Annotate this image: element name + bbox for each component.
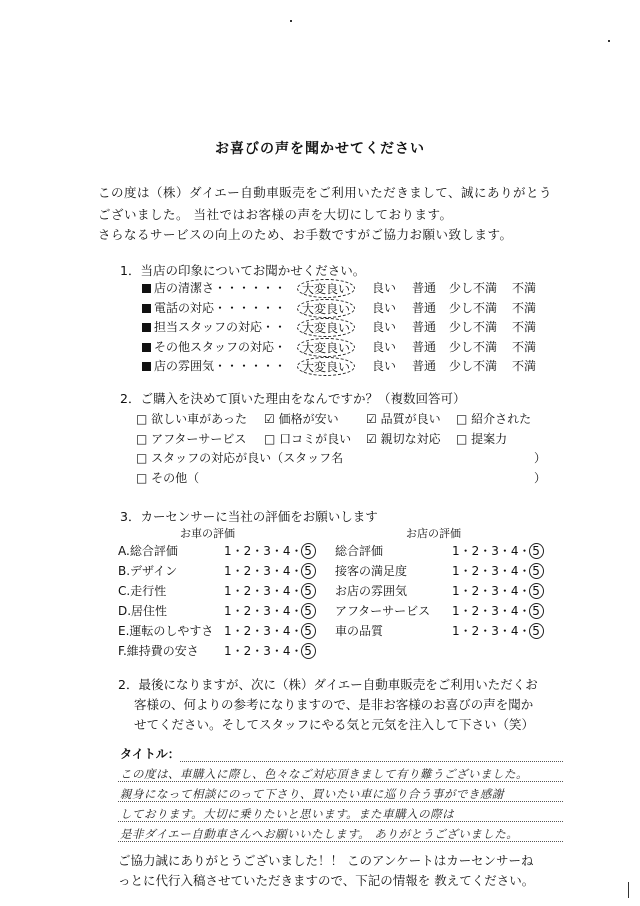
impression-label <box>142 338 286 355</box>
shop-eval-label: 総合評価 <box>335 544 384 558</box>
bullet-square-icon <box>142 323 151 332</box>
rating-option[interactable]: 普通 <box>412 281 437 295</box>
impression-row <box>142 357 562 375</box>
impression-row <box>142 299 562 317</box>
handwritten-comment: 親身になって相談にのって下さり、買いたい車に巡り合う事ができ感謝 <box>120 787 504 801</box>
rating-scale-numbers[interactable]: 1・2・3・4・ <box>452 564 531 578</box>
rating-scale[interactable] <box>224 562 316 579</box>
title-label: タイトル： <box>120 747 180 761</box>
reason-checkbox[interactable]: □ 提案力 <box>456 432 508 446</box>
rating-option-selected[interactable]: 大変良い <box>297 279 355 298</box>
impression-label-text: 店の雰囲気・・・・・・ <box>154 359 287 373</box>
impression-row <box>142 338 562 356</box>
car-eval-heading: お車の評価 <box>180 527 235 540</box>
question-4-line: 客様の、何よりの参考になりますので、是非お客様のお喜びの声を聞か <box>134 697 534 712</box>
rating-selected-5[interactable]: 5 <box>529 563 544 579</box>
rating-scale[interactable] <box>224 582 316 599</box>
footer-line: っとに代行入稿させていただきますので、下記の情報を 教えてください。 <box>118 873 535 888</box>
rating-option[interactable]: 良い <box>372 320 397 334</box>
rating-option[interactable]: 普通 <box>412 359 437 373</box>
impression-label <box>142 318 286 335</box>
rating-option[interactable]: 普通 <box>412 320 437 334</box>
rating-option-selected[interactable]: 大変良い <box>297 357 355 376</box>
question-1-heading: 1．当店の印象についてお聞かせください。 <box>120 263 366 278</box>
rating-option[interactable]: 良い <box>372 339 397 354</box>
rating-option[interactable]: 不満 <box>512 339 537 354</box>
other-reason-field[interactable]: □ その他（ <box>136 471 200 485</box>
reason-checkbox[interactable]: □ 紹介された <box>456 412 532 426</box>
rating-selected-5[interactable]: 5 <box>529 623 544 639</box>
rating-option[interactable]: 良い <box>372 359 397 373</box>
rating-option[interactable]: 良い <box>372 300 397 315</box>
question-3-heading: 3．カーセンサーに当社の評価をお願いします <box>120 509 378 524</box>
rating-selected-5[interactable]: 5 <box>529 543 544 559</box>
rating-option[interactable]: 不満 <box>512 281 537 295</box>
rating-scale[interactable] <box>224 642 316 659</box>
rating-selected-5[interactable]: 5 <box>301 623 316 639</box>
rating-scale-numbers[interactable]: 1・2・3・4・ <box>224 624 303 638</box>
rating-option[interactable]: 不満 <box>512 320 537 334</box>
rating-scale-numbers[interactable]: 1・2・3・4・ <box>452 584 531 598</box>
rating-selected-5[interactable]: 5 <box>301 643 316 659</box>
car-eval-label: A.総合評価 <box>118 544 178 558</box>
shop-eval-label: 接客の満足度 <box>335 564 408 578</box>
rating-option-selected[interactable]: 大変良い <box>297 318 355 337</box>
rating-option[interactable]: 普通 <box>412 339 437 354</box>
question-4-heading: 2．最後になりますが、次に（株）ダイエー自動車販売をご利用いただくお <box>118 677 538 692</box>
rating-option[interactable]: 普通 <box>412 300 437 315</box>
rating-option-selected[interactable]: 大変良い <box>297 299 355 318</box>
rating-scale[interactable] <box>452 562 544 579</box>
comment-underline <box>118 841 563 842</box>
shop-eval-heading: お店の評価 <box>406 527 461 540</box>
rating-scale-numbers[interactable]: 1・2・3・4・ <box>452 604 531 618</box>
rating-selected-5[interactable]: 5 <box>301 563 316 579</box>
rating-option[interactable]: 少し不満 <box>449 339 498 354</box>
rating-option[interactable]: 不満 <box>512 300 537 315</box>
rating-scale[interactable] <box>224 542 316 559</box>
rating-selected-5[interactable]: 5 <box>301 583 316 599</box>
shop-eval-label: アフターサービス <box>335 604 431 618</box>
comment-underline <box>118 781 563 782</box>
rating-scale-numbers[interactable]: 1・2・3・4・ <box>452 544 531 558</box>
car-eval-label: E.運転のしやすさ <box>118 624 214 638</box>
handwritten-comment: しております。大切に乗りたいと思います。また車購入の際は <box>120 807 455 821</box>
rating-scale-numbers[interactable]: 1・2・3・4・ <box>452 624 531 638</box>
scan-speck <box>608 40 610 42</box>
reason-checkbox[interactable]: ☑ 親切な対応 <box>366 432 441 446</box>
reason-checkbox[interactable]: □ アフターサービス <box>136 432 247 446</box>
question-2-heading: 2．ご購入を決めて頂いた理由をなんですか？（複数回答可） <box>120 391 466 406</box>
rating-option[interactable]: 不満 <box>512 359 537 373</box>
scan-speck <box>628 882 629 898</box>
rating-scale[interactable] <box>224 622 316 639</box>
bullet-square-icon <box>142 304 151 313</box>
rating-option-selected[interactable]: 大変良い <box>297 338 355 357</box>
rating-scale-numbers[interactable]: 1・2・3・4・ <box>224 584 303 598</box>
car-eval-label: D.居住性 <box>118 604 168 618</box>
car-eval-label: C.走行性 <box>118 584 167 598</box>
rating-selected-5[interactable]: 5 <box>301 543 316 559</box>
handwritten-comment: 是非ダイエー自動車さんへお願いいたします。 ありがとうございました。 <box>120 827 519 841</box>
rating-option[interactable]: 少し不満 <box>449 359 498 373</box>
reason-checkbox[interactable]: ☑ 価格が安い <box>264 412 339 426</box>
scan-speck <box>290 20 292 22</box>
shop-eval-label: 車の品質 <box>335 624 384 638</box>
rating-scale[interactable] <box>452 622 544 639</box>
rating-option[interactable]: 少し不満 <box>449 281 498 295</box>
car-eval-label: F.維持費の安さ <box>118 644 199 658</box>
question-4-line: せてください。そしてスタッフにやる気と元気を注入して下さい（笑） <box>134 717 535 732</box>
rating-selected-5[interactable]: 5 <box>529 603 544 619</box>
rating-selected-5[interactable]: 5 <box>301 603 316 619</box>
reason-checkbox[interactable]: □ 口コミが良い <box>264 432 352 446</box>
rating-selected-5[interactable]: 5 <box>529 583 544 599</box>
rating-scale[interactable] <box>224 602 316 619</box>
rating-scale-numbers[interactable]: 1・2・3・4・ <box>224 564 303 578</box>
impression-label <box>142 299 286 316</box>
close-paren: ） <box>534 471 547 485</box>
page-title: お喜びの声を聞かせてください <box>215 141 425 157</box>
staff-name-field[interactable]: □ スタッフの対応が良い（スタッフ名 <box>136 451 344 465</box>
rating-option[interactable]: 少し不満 <box>449 320 498 334</box>
rating-option[interactable]: 少し不満 <box>449 300 498 315</box>
comment-underline <box>118 801 563 802</box>
title-underline <box>180 761 563 762</box>
rating-scale[interactable] <box>452 582 544 599</box>
handwritten-comment: この度は、車購入に際し、色々なご対応頂きまして有り難うございました。 <box>120 767 528 781</box>
footer-line: ご協力誠にありがとうございました！！ このアンケートはカーセンサーね <box>118 853 534 868</box>
impression-label-text: 電話の対応・・・・・・ <box>154 300 287 315</box>
rating-scale[interactable] <box>452 542 544 559</box>
impression-label-text: 店の清潔さ・・・・・・ <box>154 281 287 295</box>
intro-line: ございました。 当社ではお客様の声を大切にしております。 <box>98 207 453 222</box>
rating-scale-numbers[interactable]: 1・2・3・4・ <box>224 644 303 658</box>
impression-label <box>142 357 286 374</box>
impression-row <box>142 279 562 297</box>
impression-label <box>142 279 286 296</box>
shop-eval-label: お店の雰囲気 <box>335 584 408 598</box>
intro-line: この度は（株）ダイエー自動車販売をご利用いただきまして、誠にありがとう <box>98 185 553 200</box>
bullet-square-icon <box>142 343 151 352</box>
close-paren: ） <box>534 451 547 465</box>
impression-label-text: その他スタッフの対応・ <box>154 339 287 354</box>
reason-checkbox[interactable]: □ 欲しい車があった <box>136 412 248 426</box>
impression-row <box>142 318 562 336</box>
comment-underline <box>118 821 563 822</box>
bullet-square-icon <box>142 284 151 293</box>
impression-label-text: 担当スタッフの対応・・ <box>154 320 287 334</box>
rating-option[interactable]: 良い <box>372 281 397 295</box>
rating-scale[interactable] <box>452 602 544 619</box>
car-eval-label: B.デザイン <box>118 564 178 578</box>
intro-line: さらなるサービスの向上のため、お手数ですがご協力お願い致します。 <box>98 227 513 242</box>
bullet-square-icon <box>142 362 151 371</box>
rating-scale-numbers[interactable]: 1・2・3・4・ <box>224 604 303 618</box>
reason-checkbox[interactable]: ☑ 品質が良い <box>366 412 441 426</box>
rating-scale-numbers[interactable]: 1・2・3・4・ <box>224 544 303 558</box>
